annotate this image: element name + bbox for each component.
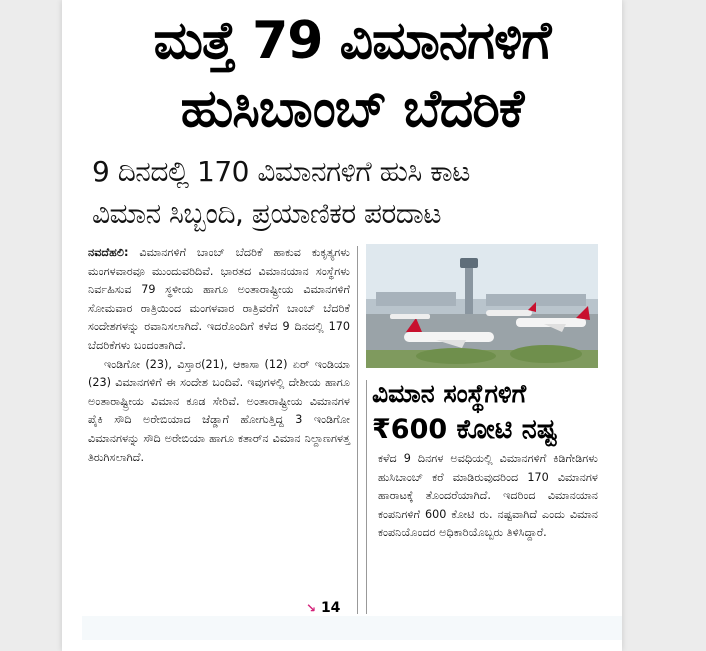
subheadline-line-2: ವಿಮಾನ ಸಿಬ್ಬಂದಿ, ಪ್ರಯಾಣಿಕರ ಪರದಾಟ (92, 197, 442, 230)
article-dateline: ನವದೆಹಲಿ: (88, 246, 129, 259)
sidebar-divider (366, 380, 367, 614)
continued-page-number: 14 (320, 600, 341, 616)
page-bottom-margin (82, 616, 622, 640)
airport-photo (366, 244, 598, 368)
continued-on-page[interactable] (306, 600, 340, 616)
article-paragraph-1-text: ವಿಮಾನಗಳಿಗೆ ಬಾಂಬ್ ಬೆದರಿಕೆ ಹಾಕುವ ಕುಕೃತ್ಯಗಳು ಮಂಗಳವಾರವೂ ಮುಂದುವರಿದಿವೆ. ಭಾರತದ ವಿಮಾನಯಾನ ಸಂಸ್ಥೆಗಳು ನಿರ್ವಹಿಸುವ 79 ಸ್ಥಳೀಯ ಹಾಗೂ ಅಂತಾರಾಷ್ಟ್ರೀಯ ವಿಮಾನಗಳಿಗೆ ಸೋಮವಾರ ರಾತ್ರಿಯಿಂದ ಮಂಗಳವಾರ ರಾತ್ರಿವರೆಗೆ ಬಾಂಬ್ ಬೆದರಿಕೆ ಸಂದೇಶಗಳನ್ನು ರವಾನಿಸಲಾಗಿದೆ. ಇದರೊಂದಿಗೆ ಕಳೆದ 9 ದಿನದಲ್ಲಿ 170 ಬೆದರಿಕೆಗಳು ಬಂದಂತಾಗಿದೆ. (88, 246, 350, 352)
sidebar-title-line-2: ₹600 ಕೋಟಿ ನಷ್ಟ (372, 414, 558, 445)
sidebar-body: ಕಳೆದ 9 ದಿನಗಳ ಅವಧಿಯಲ್ಲಿ ವಿಮಾನಗಳಿಗೆ ಕಿಡಿಗೇಡಿಗಳು ಹುಸಿಬಾಂಬ್ ಕರೆ ಮಾಡಿರುವುದರಿಂದ 170 ವಿಮಾನಗಳ ಹಾರಾಟಕ್ಕೆ ತೊಂದರೆಯಾಗಿದೆ. ಇದರಿಂದ ವಿಮಾನಯಾನ ಕಂಪನಿಗಳಿಗೆ 600 ಕೋಟಿ ರು. ನಷ್ಟವಾಗಿದೆ ಎಂದು ವಿಮಾನ ಕಂಪನಿಯೊಂದರ ಅಧಿಕಾರಿಯೊಬ್ಬರು ತಿಳಿಸಿದ್ದಾರೆ. (378, 452, 598, 540)
article-body (88, 244, 350, 467)
headline-line-2: ಹುಸಿಬಾಂಬ್ ಬೆದರಿಕೆ (180, 79, 524, 139)
jump-arrow-icon: ↘ (306, 601, 317, 615)
subheadline-line-1: 9 ದಿನದಲ್ಲಿ 170 ವಿಮಾನಗಳಿಗೆ ಹುಸಿ ಕಾಟ (92, 155, 470, 188)
column-divider (357, 246, 358, 614)
sidebar-title-line-1: ವಿಮಾನ ಸಂಸ್ಥೆಗಳಿಗೆ (372, 379, 527, 408)
airport-tarmac-illustration (366, 244, 598, 368)
headline-line-1: ಮತ್ತೆ 79 ವಿಮಾನಗಳಿಗೆ (153, 11, 551, 71)
article-paragraph-2: ಇಂಡಿಗೋ (23), ವಿಸ್ತಾರ(21), ಆಕಾಸಾ (12) ಏರ್ ಇಂಡಿಯಾ (23) ವಿಮಾನಗಳಿಗೆ ಈ ಸಂದೇಶ ಬಂದಿವೆ. ಇವುಗಳಲ್ಲಿ ದೇಶೀಯ ಹಾಗೂ ಅಂತಾರಾಷ್ಟ್ರೀಯ ವಿಮಾನ ಕೂಡ ಸೇರಿವೆ. ಅಂತಾರಾಷ್ಟ್ರೀಯ ವಿಮಾನಗಳ ಪೈಕಿ ಸೌದಿ ಅರೇಬಿಯಾದ ಜೆಡ್ಡಾಗೆ ಹೋಗುತ್ತಿದ್ದ 3 ಇಂಡಿಗೋ ವಿಮಾನಗಳನ್ನು ಸೌದಿ ಅರೇಬಿಯಾ ಹಾಗೂ ಕತಾರ್‌ನ ವಿಮಾನ ನಿಲ್ದಾಣಗಳತ್ತ ತಿರುಗಿಸಲಾಗಿದೆ. (88, 357, 350, 464)
article-paragraph-1 (88, 244, 350, 356)
